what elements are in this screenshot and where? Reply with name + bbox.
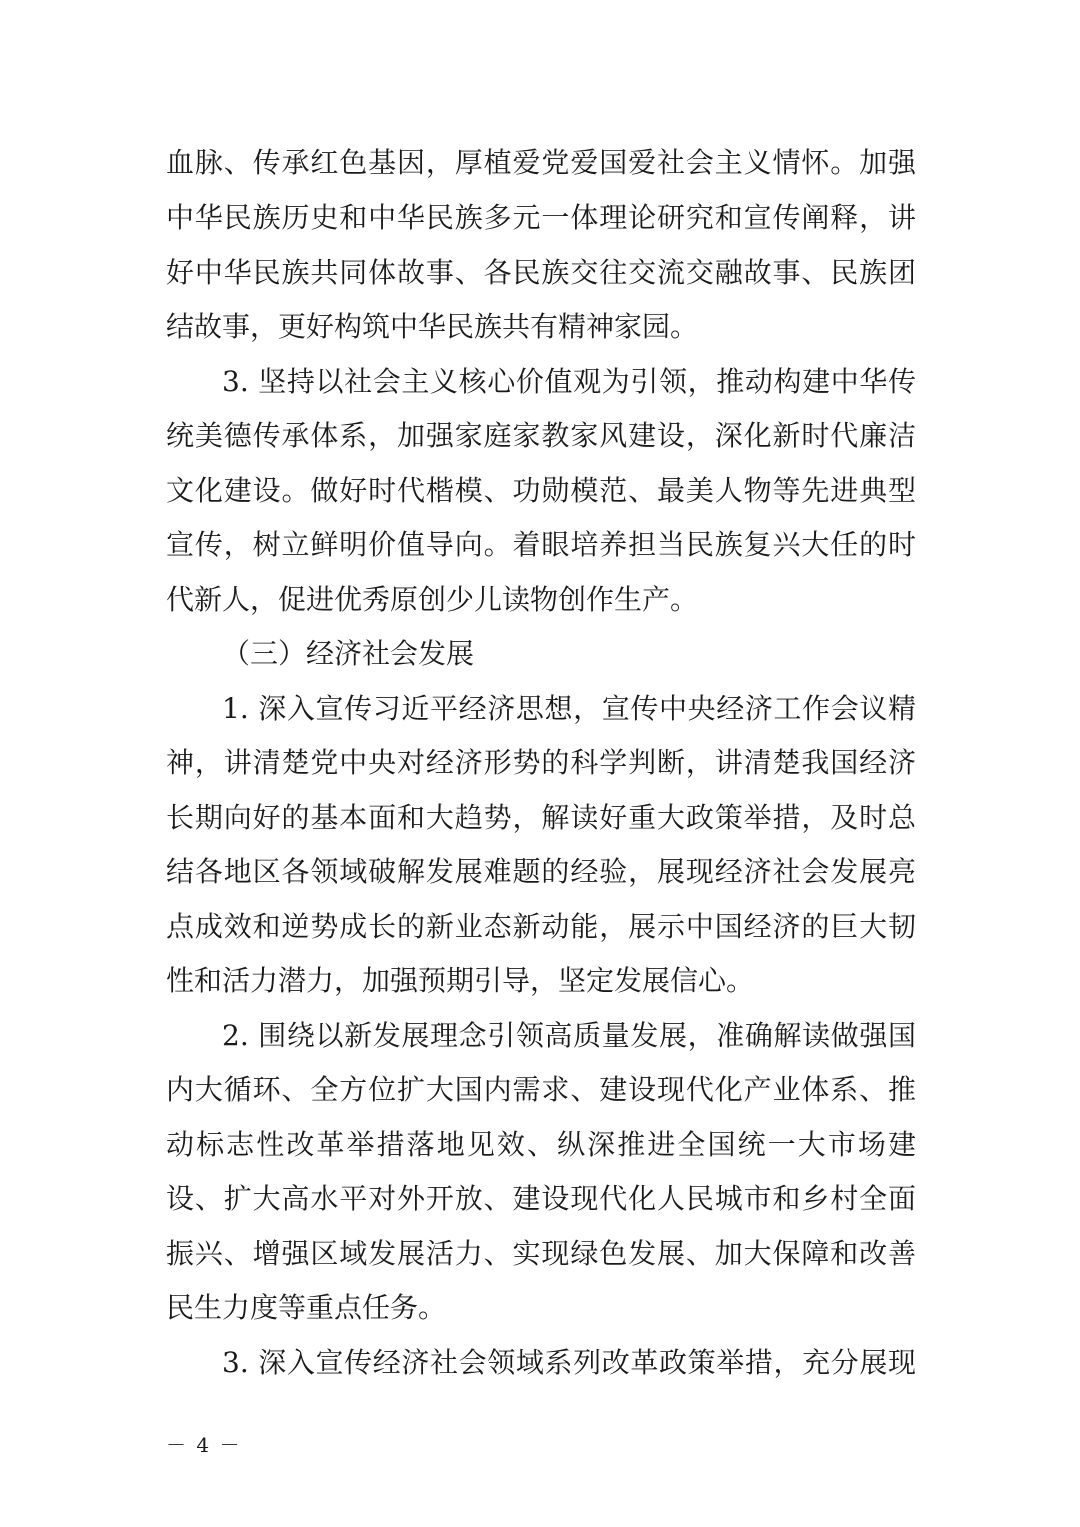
text-line-19: 动标志性改革举措落地见效、纵深推进全国统一大市场建 [166,1128,916,1161]
text-line-14: 结各地区各领域破解发展难题的经验，展现经济社会发展亮 [166,855,916,888]
text-line-13: 长期向好的基本面和大趋势，解读好重大政策举措，及时总 [166,801,916,834]
text-line-1: 血脉、传承红色基因，厚植爱党爱国爱社会主义情怀。加强 [166,146,916,179]
text-line-9: 代新人，促进优秀原创少儿读物创作生产。 [166,583,699,616]
section-heading: （三）经济社会发展 [222,637,475,670]
page-number: － 4 － [166,1433,242,1457]
text-line-16: 性和活力潜力，加强预期引导，坚定发展信心。 [166,964,755,997]
text-line-22: 民生力度等重点任务。 [166,1291,447,1324]
text-line-20: 设、扩大高水平对外开放、建设现代化人民城市和乡村全面 [166,1182,916,1215]
text-line-18: 内大循环、全方位扩大国内需求、建设现代化产业体系、推 [166,1073,916,1106]
text-line-4: 结故事，更好构筑中华民族共有精神家园。 [166,310,699,343]
text-line-17: 2. 围绕以新发展理念引领高质量发展，准确解读做强国 [222,1019,916,1052]
text-line-15: 点成效和逆势成长的新业态新动能，展示中国经济的巨大韧 [166,910,916,943]
text-line-2: 中华民族历史和中华民族多元一体理论研究和宣传阐释，讲 [166,201,916,234]
text-line-6: 统美德传承体系，加强家庭家教家风建设，深化新时代廉洁 [166,419,916,452]
text-line-12: 神，讲清楚党中央对经济形势的科学判断，讲清楚我国经济 [166,746,916,779]
text-line-11: 1. 深入宣传习近平经济思想，宣传中央经济工作会议精 [222,692,916,725]
text-line-3: 好中华民族共同体故事、各民族交往交流交融故事、民族团 [166,256,916,289]
text-line-7: 文化建设。做好时代楷模、功勋模范、最美人物等先进典型 [166,474,916,507]
text-line-5: 3. 坚持以社会主义核心价值观为引领，推动构建中华传 [222,365,916,398]
text-line-8: 宣传，树立鲜明价值导向。着眼培养担当民族复兴大任的时 [166,528,916,561]
text-line-23: 3. 深入宣传经济社会领域系列改革政策举措，充分展现 [222,1346,916,1379]
text-line-21: 振兴、增强区域发展活力、实现绿色发展、加大保障和改善 [166,1237,916,1270]
